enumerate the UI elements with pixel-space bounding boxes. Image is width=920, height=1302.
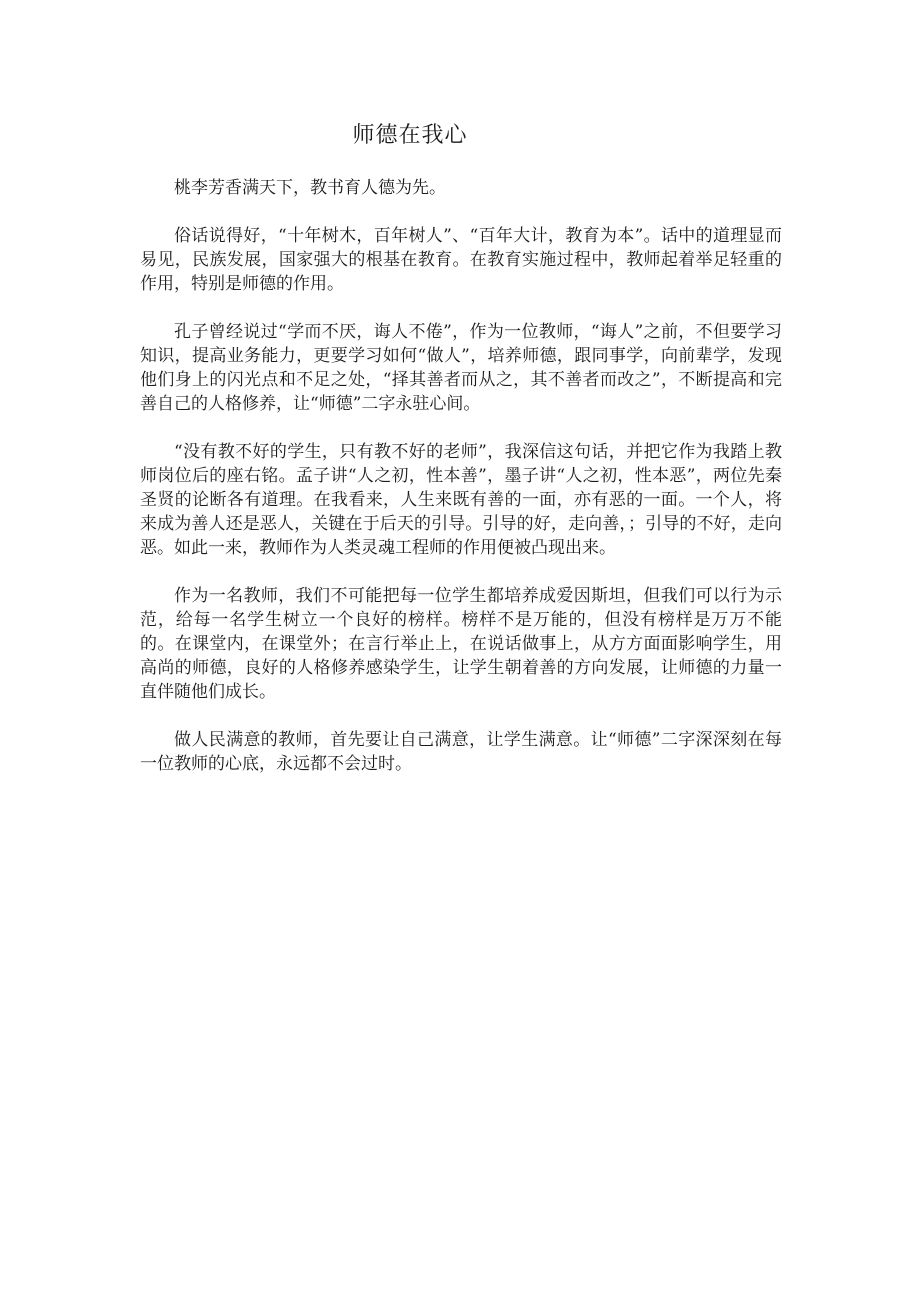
paragraph-1: 桃李芳香满天下，教书育人德为先。: [174, 178, 446, 198]
paragraph-5: 作为一名教师，我们不可能把每一位学生都培养成爱因斯坦，但我们可以行为示范，给每一名学生树立一个良好的榜样。榜样不是万能的，但没有榜样是万万不能的。在课堂内，在课堂外；在言行举止上，在说话做事上，从方方面面影响学生，用高尚的师德，良好的人格修养感染学生，让学生朝着善的方向发展，让师德的力量一直伴随他们成长。: [140, 586, 782, 702]
paragraph-2: 俗话说得好，“十年树木，百年树人”、“百年大计，教育为本”。话中的道理显而易见，民族发展，国家强大的根基在教育。在教育实施过程中，教师起着举足轻重的作用，特别是师德的作用。: [140, 226, 782, 294]
paragraph-6: 做人民满意的教师，首先要让自己满意，让学生满意。让“师德”二字深深刻在每一位教师的心底，永远都不会过时。: [140, 730, 782, 774]
document-body: [140, 176, 782, 800]
paragraph-4: “没有教不好的学生，只有教不好的老师”，我深信这句话，并把它作为我踏上教师岗位后的座右铭。孟子讲“人之初，性本善”，墨子讲“人之初，性本恶”，两位先秦圣贤的论断各有道理。在我看来，人生来既有善的一面，亦有恶的一面。一个人，将来成为善人还是恶人，关键在于后天的引导。引导的好，走向善，；引导的不好，走向恶。如此一来，教师作为人类灵魂工程师的作用便被凸现出来。: [140, 442, 782, 558]
paragraph-3: 孔子曾经说过“学而不厌，诲人不倦”，作为一位教师，“诲人”之前，不但要学习知识，提高业务能力，更要学习如何“做人”，培养师德，跟同事学，向前辈学，发现他们身上的闪光点和不足之处，“择其善者而从之，其不善者而改之”，不断提高和完善自己的人格修养，让“师德”二字永驻心间。: [140, 322, 782, 414]
document-title: 师德在我心: [352, 123, 468, 148]
